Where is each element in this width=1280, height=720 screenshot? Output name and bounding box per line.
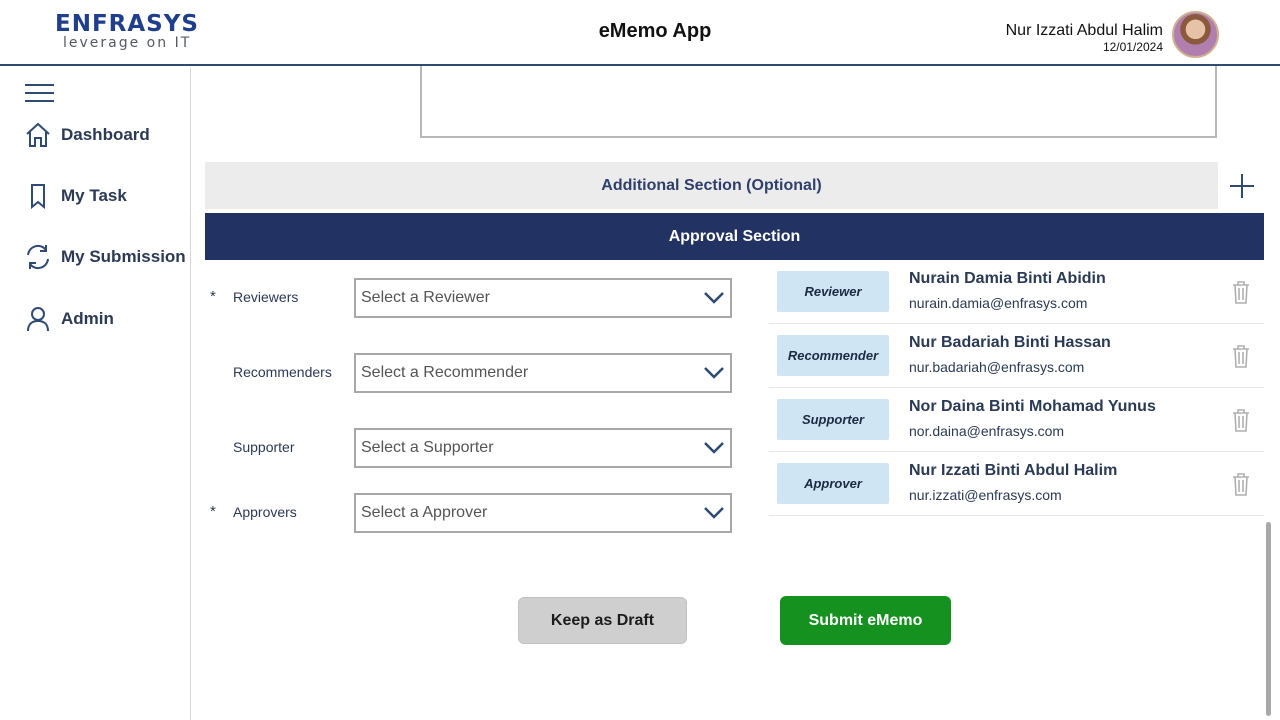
reviewer-placeholder: Select a Reviewer	[361, 289, 490, 306]
required-marker: *	[210, 288, 216, 305]
add-section-icon[interactable]	[1229, 173, 1255, 199]
logo-tagline: leverage on IT	[63, 35, 192, 51]
role-badge: Reviewer	[777, 271, 889, 312]
assigned-approvers-list	[769, 260, 1264, 516]
additional-section-header[interactable]: Additional Section (Optional)	[205, 162, 1218, 209]
trash-icon[interactable]	[1231, 280, 1251, 304]
person-email: nur.izzati@enfrasys.com	[909, 487, 1062, 503]
approvers-label: Approvers	[233, 504, 297, 520]
refresh-icon	[24, 243, 52, 271]
person-email: nor.daina@enfrasys.com	[909, 423, 1065, 439]
recommenders-field	[210, 353, 732, 393]
supporter-field	[210, 428, 732, 468]
trash-icon[interactable]	[1231, 472, 1251, 496]
home-icon	[24, 121, 52, 149]
user-info	[1006, 21, 1163, 55]
recommender-dropdown[interactable]	[354, 353, 732, 393]
person-name: Nurain Damia Binti Abidin	[909, 270, 1106, 287]
reviewer-dropdown[interactable]	[354, 278, 732, 318]
recommenders-label: Recommenders	[233, 364, 332, 380]
sidebar-item-label: My Submission	[61, 247, 186, 266]
approvers-field	[210, 493, 732, 533]
role-badge: Approver	[777, 463, 889, 504]
bookmark-icon	[24, 182, 52, 210]
role-badge: Supporter	[777, 399, 889, 440]
supporter-placeholder: Select a Supporter	[361, 439, 494, 456]
reviewers-label: Reviewers	[233, 289, 299, 305]
list-item	[769, 452, 1264, 516]
list-item	[769, 260, 1264, 324]
vertical-scrollbar[interactable]	[1266, 522, 1271, 716]
chevron-down-icon[interactable]	[703, 441, 725, 455]
user-icon	[24, 305, 52, 333]
supporter-label: Supporter	[233, 439, 295, 455]
approval-section-header: Approval Section	[205, 213, 1264, 260]
sidebar	[0, 68, 191, 720]
app-header	[0, 0, 1280, 66]
keep-as-draft-button[interactable]: Keep as Draft	[518, 597, 687, 644]
sidebar-item-my-submission[interactable]	[24, 242, 186, 272]
submit-ememo-button[interactable]: Submit eMemo	[780, 596, 951, 645]
chevron-down-icon[interactable]	[703, 506, 725, 520]
person-email: nur.badariah@enfrasys.com	[909, 359, 1085, 375]
recommender-placeholder: Select a Recommender	[361, 364, 529, 381]
avatar[interactable]	[1172, 11, 1219, 58]
approver-placeholder: Select a Approver	[361, 504, 488, 521]
logo-main-text: ENFRASYS	[55, 11, 199, 37]
app-title: eMemo App	[598, 20, 712, 42]
supporter-dropdown[interactable]	[354, 428, 732, 468]
chevron-down-icon[interactable]	[703, 366, 725, 380]
user-name: Nur Izzati Abdul Halim	[1005, 22, 1163, 39]
list-item	[769, 324, 1264, 388]
sidebar-item-label: My Task	[61, 186, 127, 205]
sidebar-item-admin[interactable]	[24, 304, 114, 334]
sidebar-item-label: Admin	[61, 309, 114, 328]
trash-icon[interactable]	[1231, 408, 1251, 432]
current-date: 12/01/2024	[1102, 40, 1163, 54]
trash-icon[interactable]	[1231, 344, 1251, 368]
person-name: Nur Izzati Binti Abdul Halim	[909, 462, 1118, 479]
person-name: Nor Daina Binti Mohamad Yunus	[909, 398, 1156, 415]
sidebar-item-my-task[interactable]	[24, 181, 127, 211]
sidebar-item-label: Dashboard	[61, 125, 150, 144]
required-marker: *	[210, 503, 216, 520]
chevron-down-icon[interactable]	[703, 291, 725, 305]
memo-body-textarea[interactable]	[420, 66, 1217, 138]
list-item	[769, 388, 1264, 452]
person-name: Nur Badariah Binti Hassan	[909, 334, 1111, 351]
reviewers-field	[210, 278, 732, 318]
role-badge: Recommender	[777, 335, 889, 376]
hamburger-menu-icon[interactable]	[25, 84, 54, 102]
approver-dropdown[interactable]	[354, 493, 732, 533]
sidebar-item-dashboard[interactable]	[24, 120, 150, 150]
person-email: nurain.damia@enfrasys.com	[909, 295, 1088, 311]
